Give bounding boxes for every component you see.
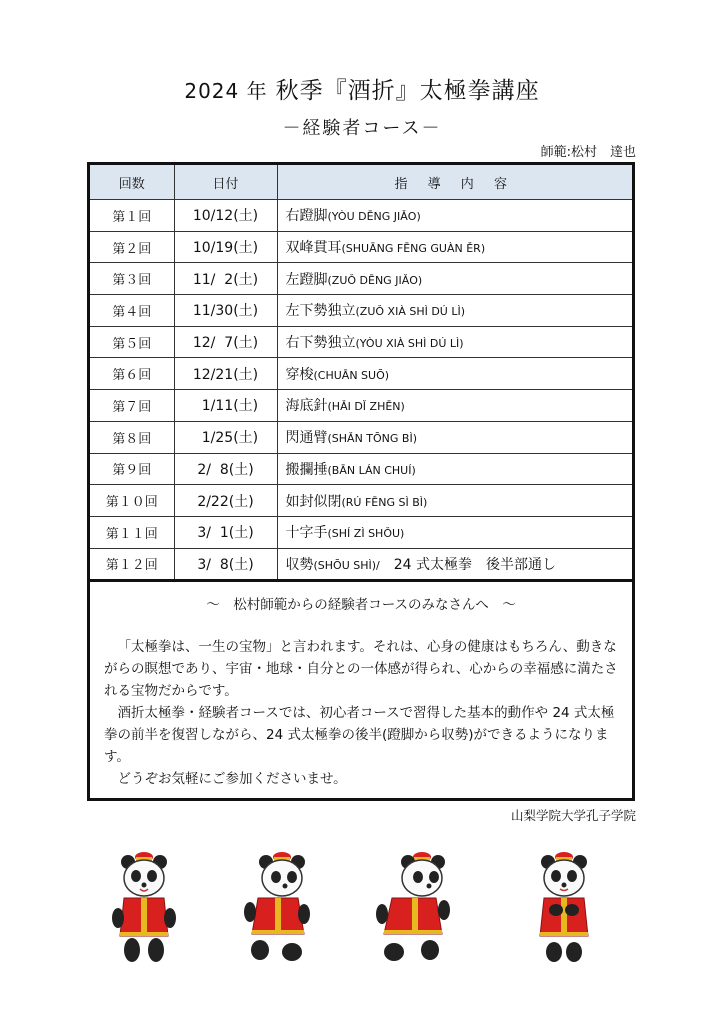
session-content (277, 295, 632, 327)
form-name: 如封似閉 (285, 493, 342, 510)
session-date: 10/19(土) (174, 231, 277, 263)
form-pinyin: (BĀN LÁN CHUÍ) (327, 463, 416, 477)
form-name: 左蹬脚 (285, 271, 328, 288)
session-number: 第４回 (90, 295, 174, 327)
message-title: ～ 松村師範からの経験者コースのみなさんへ ～ (206, 597, 516, 614)
schedule-table (90, 165, 632, 582)
session-content (277, 453, 632, 485)
session-number: 第８回 (90, 421, 174, 453)
table-row (90, 326, 632, 358)
message-paragraph: 酒折太極拳・経験者コースでは、初心者コースで習得した基本的動作や 24 式太極拳の前半を復習しながら、24 式太極拳の後半(蹬脚から収勢)ができるようになります。 (104, 705, 615, 766)
column-header-content: 指 導 内 容 (277, 165, 632, 200)
session-number: 第１２回 (90, 548, 174, 581)
form-name: 十字手 (285, 525, 328, 542)
session-number: 第９回 (90, 453, 174, 485)
form-name: 収勢 (285, 556, 314, 573)
session-number: 第２回 (90, 231, 174, 263)
instructor-name: 師範:松村 達也 (540, 145, 636, 160)
session-content (277, 263, 632, 295)
form-pinyin: (RÚ FĒNG SÌ BÌ) (341, 495, 428, 509)
table-row (90, 295, 632, 327)
session-number: 第３回 (90, 263, 174, 295)
session-number: 第５回 (90, 326, 174, 358)
title-year: 2024 年 (184, 79, 268, 103)
session-date: 12/ 7(土) (174, 326, 277, 358)
session-content (277, 548, 632, 581)
session-date: 1/11(土) (174, 390, 277, 422)
session-date: 10/12(土) (174, 200, 277, 232)
form-pinyin: (YÒU XIÀ SHÌ DÚ LÌ) (355, 337, 464, 351)
form-pinyin: (SHÍ ZÌ SHǑU) (327, 527, 405, 541)
column-header-number: 回数 (90, 165, 174, 200)
form-name: 穿梭 (285, 366, 314, 383)
session-content (277, 326, 632, 358)
session-date: 11/30(土) (174, 295, 277, 327)
panda-mascot-icon (526, 848, 602, 966)
title-text: 秋季『酒折』太極拳講座 (275, 78, 540, 104)
session-content (277, 421, 632, 453)
session-content (277, 485, 632, 517)
session-date: 2/ 8(土) (174, 453, 277, 485)
table-row (90, 390, 632, 422)
session-content (277, 231, 632, 263)
form-name: 閃通臂 (285, 430, 328, 447)
form-pinyin: (SHUĀNG FĒNG GUÀN ĚR) (341, 242, 486, 256)
column-header-date: 日付 (174, 165, 277, 200)
session-date: 1/25(土) (174, 421, 277, 453)
page-title (0, 72, 724, 105)
message-paragraph: 「太極拳は、一生の宝物」と言われます。それは、心身の健康はもちろん、動きながらの瞑想であり、宇宙・地球・自分との一体感が得られ、心からの幸福感に満たされる宝物だからです。 (104, 639, 618, 700)
message-section (90, 582, 632, 790)
session-number: 第７回 (90, 390, 174, 422)
table-header-row (90, 165, 632, 200)
form-pinyin: (YÒU DĒNG JIǍO) (327, 210, 421, 224)
table-row (90, 263, 632, 295)
session-content (277, 200, 632, 232)
session-number: 第１１回 (90, 516, 174, 548)
panda-mascot-icon (238, 848, 314, 966)
session-number: 第６回 (90, 358, 174, 390)
panda-mascot-icon (106, 848, 182, 966)
form-pinyin: (SHǍN TŌNG BÌ) (327, 432, 418, 446)
form-name: 左下勢独立 (285, 303, 356, 320)
session-content (277, 516, 632, 548)
table-row (90, 231, 632, 263)
page-subtitle: －経験者コース－ (282, 118, 442, 139)
session-date: 3/ 8(土) (174, 548, 277, 581)
session-date: 2/22(土) (174, 485, 277, 517)
table-row (90, 485, 632, 517)
form-pinyin: (ZUǑ XIÀ SHÌ DÚ LÌ) (355, 305, 466, 319)
session-content (277, 390, 632, 422)
session-number: 第１０回 (90, 485, 174, 517)
message-paragraph: どうぞお気軽にご参加くださいませ。 (117, 771, 347, 788)
session-date: 3/ 1(土) (174, 516, 277, 548)
panda-mascot-icon (374, 848, 450, 966)
form-name: 双峰貫耳 (285, 240, 342, 257)
table-row (90, 421, 632, 453)
form-name: 右下勢独立 (285, 335, 356, 352)
table-row (90, 453, 632, 485)
table-row (90, 200, 632, 232)
session-date: 12/21(土) (174, 358, 277, 390)
table-row (90, 548, 632, 581)
course-box (87, 162, 635, 801)
table-row (90, 516, 632, 548)
form-pinyin: (SHŌU SHÌ)/ (313, 558, 380, 572)
form-extra: 24 式太極拳 後半部通し (379, 556, 557, 573)
form-pinyin: (CHUĀN SUŌ) (313, 368, 390, 382)
session-content (277, 358, 632, 390)
organization-name: 山梨学院大学孔子学院 (510, 808, 636, 823)
session-date: 11/ 2(土) (174, 263, 277, 295)
table-row (90, 358, 632, 390)
form-name: 搬攔捶 (285, 461, 328, 478)
form-pinyin: (HǍI DǏ ZHĒN) (327, 400, 405, 414)
form-name: 右蹬脚 (285, 208, 328, 225)
form-name: 海底針 (285, 398, 328, 415)
session-number: 第１回 (90, 200, 174, 232)
form-pinyin: (ZUǑ DĒNG JIǍO) (327, 273, 423, 287)
